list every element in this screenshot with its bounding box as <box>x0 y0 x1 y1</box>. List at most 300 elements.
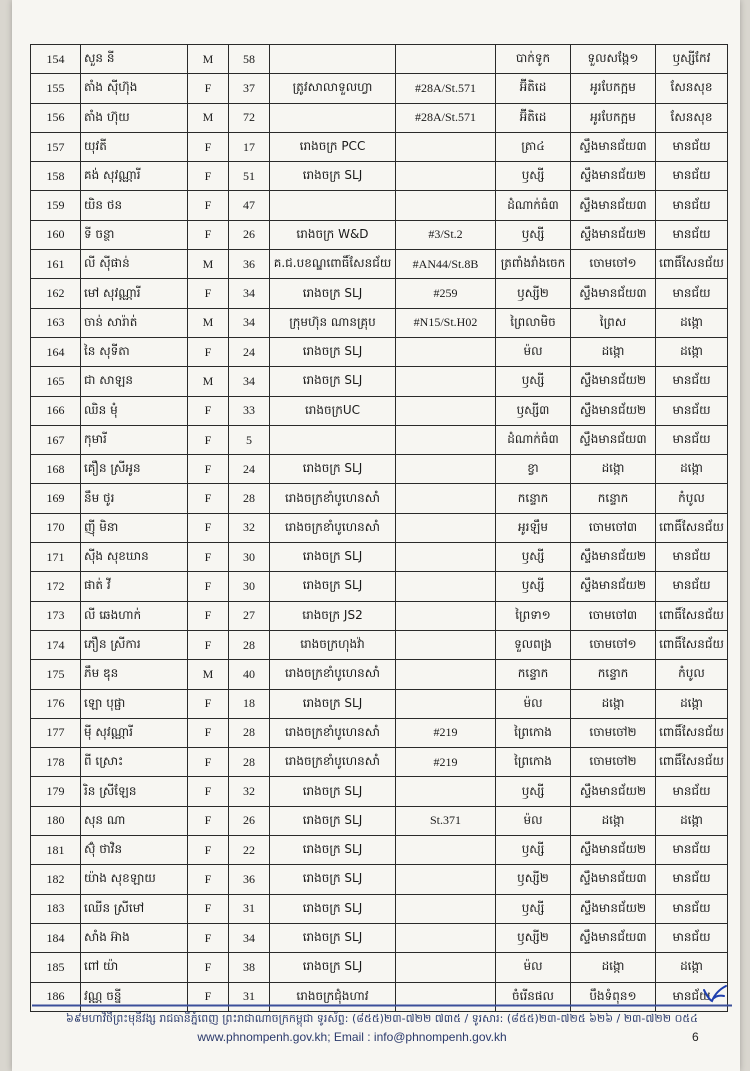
cell-village: ឫស្សី <box>496 367 571 396</box>
cell-village: ដំណាក់ធំ៣ <box>496 191 571 220</box>
cell-village: ត្រពាំងរាំងចេក <box>496 250 571 279</box>
cell-district: កំបូល <box>656 660 728 689</box>
cell-house-address <box>396 660 496 689</box>
cell-village: ព្រៃទា១ <box>496 601 571 630</box>
cell-workplace <box>270 45 396 74</box>
cell-person-name: គង់ សុវណ្ណារី <box>81 162 188 191</box>
cell-person-name: សួន នី <box>81 45 188 74</box>
cell-row-number: 170 <box>31 513 81 542</box>
cell-commune: ដង្កោ <box>571 953 656 982</box>
cell-person-name: មៅ សុវណ្ណារី <box>81 279 188 308</box>
cell-person-name: ចាន់ សារ៉ាត់ <box>81 308 188 337</box>
cell-workplace: ក្រុមហ៊ុន ណានគ្រុប <box>270 308 396 337</box>
cell-house-address: #219 <box>396 718 496 747</box>
cell-commune: បឹងទំពុន១ <box>571 982 656 1011</box>
cell-district: ដង្កោ <box>656 953 728 982</box>
cell-commune: ស្ទឹងមានជ័យ៣ <box>571 279 656 308</box>
cell-commune: ស្ទឹងមានជ័យ២ <box>571 777 656 806</box>
cell-age: 17 <box>229 132 270 161</box>
cell-workplace: រោងចក្រ SLJ <box>270 689 396 718</box>
cell-person-name: ភឹម ឌុន <box>81 660 188 689</box>
cell-village: ឫស្សី <box>496 894 571 923</box>
cell-house-address <box>396 836 496 865</box>
table-row <box>31 45 728 74</box>
table-row <box>31 162 728 191</box>
table-row <box>31 836 728 865</box>
cell-sex: F <box>188 279 229 308</box>
cell-sex: F <box>188 396 229 425</box>
cell-age: 34 <box>229 279 270 308</box>
cell-sex: F <box>188 865 229 894</box>
cell-village: បាក់ទូក <box>496 45 571 74</box>
cell-row-number: 168 <box>31 455 81 484</box>
cell-row-number: 182 <box>31 865 81 894</box>
cell-village: ឫស្សី២ <box>496 279 571 308</box>
cell-person-name: លី ឆេងហាក់ <box>81 601 188 630</box>
cell-row-number: 163 <box>31 308 81 337</box>
table-row <box>31 660 728 689</box>
cell-row-number: 172 <box>31 572 81 601</box>
cell-person-name: ស៊ុំ ថាវិន <box>81 836 188 865</box>
cell-person-name: យុវតី <box>81 132 188 161</box>
table-row <box>31 777 728 806</box>
cell-row-number: 179 <box>31 777 81 806</box>
cell-row-number: 173 <box>31 601 81 630</box>
cell-house-address <box>396 572 496 601</box>
cell-commune: ដង្កោ <box>571 806 656 835</box>
table-row <box>31 484 728 513</box>
cell-age: 24 <box>229 337 270 366</box>
cell-district: ពោធិ៍សែនជ័យ <box>656 513 728 542</box>
cell-person-name: នៃ សុទីតា <box>81 337 188 366</box>
footer-rule <box>32 1004 732 1007</box>
cell-person-name: ផាត់ វី <box>81 572 188 601</box>
cell-sex: F <box>188 191 229 220</box>
cell-person-name: សុន ណា <box>81 806 188 835</box>
cell-workplace: រោងចក្រជុំងហាវ <box>270 982 396 1011</box>
cell-commune: ស្ទឹងមានជ័យ៣ <box>571 923 656 952</box>
cell-district: ឫស្សីកែវ <box>656 45 728 74</box>
cell-workplace: រោងចក្រ SLJ <box>270 279 396 308</box>
table-row <box>31 455 728 484</box>
cell-age: 33 <box>229 396 270 425</box>
cell-commune: ព្រៃស <box>571 308 656 337</box>
table-row <box>31 865 728 894</box>
cell-sex: M <box>188 308 229 337</box>
cell-district: ពោធិ៍សែនជ័យ <box>656 601 728 630</box>
cell-village: អូរឡឹម <box>496 513 571 542</box>
cell-village: ឫស្សី <box>496 543 571 572</box>
cell-commune: ទួលសង្កែ១ <box>571 45 656 74</box>
signature-icon <box>702 984 730 1004</box>
cell-workplace: រោងចក្រ SLJ <box>270 806 396 835</box>
cell-sex: F <box>188 953 229 982</box>
cell-district: មានជ័យ <box>656 220 728 249</box>
cell-age: 37 <box>229 74 270 103</box>
cell-age: 34 <box>229 308 270 337</box>
table-row <box>31 367 728 396</box>
cell-age: 28 <box>229 718 270 747</box>
cell-person-name: រិន ស្រីឡែន <box>81 777 188 806</box>
cell-row-number: 181 <box>31 836 81 865</box>
cell-sex: F <box>188 543 229 572</box>
cell-commune: ចោមចៅ១ <box>571 250 656 279</box>
cell-house-address <box>396 162 496 191</box>
cell-age: 26 <box>229 806 270 835</box>
cell-workplace: គ.ជ.បខណ្ឌពោធិ៍សែនជ័យ <box>270 250 396 279</box>
cell-house-address <box>396 865 496 894</box>
cell-age: 34 <box>229 923 270 952</box>
cell-workplace: រោងចក្រខាំបូហេនសាំ <box>270 513 396 542</box>
table-row <box>31 425 728 454</box>
cell-person-name: ឈិន មុំ <box>81 396 188 425</box>
cell-person-name: ភឿន ស្រីការ <box>81 630 188 659</box>
table-row <box>31 103 728 132</box>
cell-village: ម៉ល <box>496 953 571 982</box>
cell-house-address: #3/St.2 <box>396 220 496 249</box>
cell-row-number: 167 <box>31 425 81 454</box>
cell-commune: ចោមចៅ៣ <box>571 601 656 630</box>
cell-village: អ៊ីតិដេ <box>496 103 571 132</box>
cell-district: មានជ័យ <box>656 543 728 572</box>
cell-sex: F <box>188 132 229 161</box>
cell-row-number: 175 <box>31 660 81 689</box>
cell-house-address <box>396 455 496 484</box>
cell-row-number: 178 <box>31 748 81 777</box>
cell-age: 27 <box>229 601 270 630</box>
cell-district: ពោធិ៍សែនជ័យ <box>656 630 728 659</box>
cell-commune: ដង្កោ <box>571 689 656 718</box>
footer-address: ៦៩មហាវិថីព្រះមុនីវង្ស រាជធានីភ្នំពេញ ព្រះរាជាណាចក្រកម្ពុជា ទូរស័ព្ទ: (៨៥៥)២៣-៧២២ ៧៣៥ / ទូរសារ: (៨៥៥)២៣-៧២៥ ៦២៦ / ២៣-៧២២ ០៥៤ <box>66 1012 698 1025</box>
cell-commune: កន្ទោក <box>571 484 656 513</box>
cell-commune: ដង្កោ <box>571 455 656 484</box>
cell-house-address: #28A/St.571 <box>396 74 496 103</box>
document-page <box>12 0 740 1071</box>
cell-district: ដង្កោ <box>656 455 728 484</box>
cell-sex: F <box>188 337 229 366</box>
cell-sex: F <box>188 162 229 191</box>
cell-workplace <box>270 103 396 132</box>
cell-age: 36 <box>229 250 270 279</box>
cell-house-address: St.371 <box>396 806 496 835</box>
cell-sex: F <box>188 513 229 542</box>
cell-age: 18 <box>229 689 270 718</box>
cell-sex: F <box>188 425 229 454</box>
cell-person-name: វណ្ណ ចន្នី <box>81 982 188 1011</box>
cell-row-number: 185 <box>31 953 81 982</box>
cell-person-name: ញ៉ី មិនា <box>81 513 188 542</box>
cell-house-address <box>396 191 496 220</box>
cell-district: ពោធិ៍សែនជ័យ <box>656 718 728 747</box>
cell-house-address: #N15/St.H02 <box>396 308 496 337</box>
cell-row-number: 171 <box>31 543 81 572</box>
cell-district: ពោធិ៍សែនជ័យ <box>656 748 728 777</box>
cell-age: 36 <box>229 865 270 894</box>
cell-village: ម៉ល <box>496 806 571 835</box>
table-row <box>31 220 728 249</box>
cell-district: ដង្កោ <box>656 806 728 835</box>
cell-workplace: រោងចក្រ SLJ <box>270 162 396 191</box>
table-row <box>31 923 728 952</box>
cell-village: កន្ទោក <box>496 660 571 689</box>
cell-age: 47 <box>229 191 270 220</box>
cell-district: មានជ័យ <box>656 162 728 191</box>
cell-house-address <box>396 132 496 161</box>
cell-age: 5 <box>229 425 270 454</box>
cell-village: ឫស្សី <box>496 836 571 865</box>
cell-age: 30 <box>229 543 270 572</box>
cell-workplace: រោងចក្រ SLJ <box>270 455 396 484</box>
cell-workplace: រោងចក្រ SLJ <box>270 865 396 894</box>
cell-row-number: 161 <box>31 250 81 279</box>
cell-workplace: រោងចក្រ SLJ <box>270 572 396 601</box>
cell-person-name: គឿន ស្រីអូន <box>81 455 188 484</box>
table-row <box>31 396 728 425</box>
cell-district: ដង្កោ <box>656 308 728 337</box>
cell-district: មានជ័យ <box>656 865 728 894</box>
cell-village: ខ្វា <box>496 455 571 484</box>
cell-age: 31 <box>229 982 270 1011</box>
cell-house-address: #AN44/St.8B <box>396 250 496 279</box>
cell-sex: F <box>188 806 229 835</box>
cell-person-name: យិន ថន <box>81 191 188 220</box>
cell-village: អ៊ីតិដេ <box>496 74 571 103</box>
cell-village: ព្រៃកោង <box>496 748 571 777</box>
cell-sex: F <box>188 777 229 806</box>
cell-house-address: #259 <box>396 279 496 308</box>
cell-age: 22 <box>229 836 270 865</box>
cell-person-name: ពី ស្រោះ <box>81 748 188 777</box>
cell-district: មានជ័យ <box>656 836 728 865</box>
cell-workplace: រោងចក្រ PCC <box>270 132 396 161</box>
cell-house-address <box>396 337 496 366</box>
cell-row-number: 176 <box>31 689 81 718</box>
cell-row-number: 157 <box>31 132 81 161</box>
cell-village: ព្រៃលាមិច <box>496 308 571 337</box>
cell-row-number: 183 <box>31 894 81 923</box>
cell-workplace: រោងចក្រ SLJ <box>270 777 396 806</box>
cell-person-name: តាំង ស៊ីហ៊ុង <box>81 74 188 103</box>
cell-district: សែនសុខ <box>656 103 728 132</box>
cell-sex: F <box>188 982 229 1011</box>
cell-sex: F <box>188 718 229 747</box>
table-row <box>31 572 728 601</box>
cell-district: ដង្កោ <box>656 689 728 718</box>
cell-commune: ស្ទឹងមានជ័យ២ <box>571 836 656 865</box>
cell-age: 58 <box>229 45 270 74</box>
cell-person-name: ឈើន ស្រីមៅ <box>81 894 188 923</box>
cell-district: មានជ័យ <box>656 132 728 161</box>
cell-person-name: ពៅ យ៉ា <box>81 953 188 982</box>
cell-village: ទួលពង្រ <box>496 630 571 659</box>
cell-sex: F <box>188 923 229 952</box>
cell-house-address <box>396 689 496 718</box>
cell-workplace: រោងចក្រUC <box>270 396 396 425</box>
cell-workplace: រោងចក្រហុងវ៉ា <box>270 630 396 659</box>
cell-row-number: 155 <box>31 74 81 103</box>
cell-district: មានជ័យ <box>656 425 728 454</box>
table-row <box>31 132 728 161</box>
cell-house-address <box>396 543 496 572</box>
cell-commune: ស្ទឹងមានជ័យ២ <box>571 894 656 923</box>
cell-person-name: ស៊ីង សុខឃាន <box>81 543 188 572</box>
cell-village: ឫស្សី២ <box>496 923 571 952</box>
cell-commune: ស្ទឹងមានជ័យ៣ <box>571 865 656 894</box>
cell-sex: M <box>188 367 229 396</box>
table-row <box>31 308 728 337</box>
table-row <box>31 953 728 982</box>
cell-commune: ចោមចៅ២ <box>571 748 656 777</box>
cell-sex: M <box>188 660 229 689</box>
cell-sex: F <box>188 630 229 659</box>
cell-village: ឫស្សី <box>496 220 571 249</box>
cell-sex: F <box>188 836 229 865</box>
cell-workplace: រោងចក្រខាំបូហេនសាំ <box>270 748 396 777</box>
cell-workplace <box>270 191 396 220</box>
cell-sex: F <box>188 74 229 103</box>
cell-house-address <box>396 953 496 982</box>
cell-district: កំបូល <box>656 484 728 513</box>
table-row <box>31 894 728 923</box>
cell-person-name: ជា សាឡន <box>81 367 188 396</box>
cell-village: ព្រៃកោង <box>496 718 571 747</box>
cell-commune: អូរបែកក្អម <box>571 103 656 132</box>
table-row <box>31 806 728 835</box>
cell-commune: ស្ទឹងមានជ័យ២ <box>571 162 656 191</box>
cell-commune: ចោមចៅ១ <box>571 630 656 659</box>
cell-row-number: 174 <box>31 630 81 659</box>
cell-person-name: តាំង ហ៊ុយ <box>81 103 188 132</box>
cell-house-address <box>396 396 496 425</box>
cell-house-address <box>396 45 496 74</box>
cell-village: ត្រា៤ <box>496 132 571 161</box>
cell-age: 26 <box>229 220 270 249</box>
cell-person-name: ឡោ បុផ្ផា <box>81 689 188 718</box>
cell-village: ម៉ល <box>496 689 571 718</box>
cell-district: មានជ័យ <box>656 894 728 923</box>
cell-age: 32 <box>229 777 270 806</box>
cell-village: ឫស្សី២ <box>496 865 571 894</box>
cell-sex: F <box>188 455 229 484</box>
cell-row-number: 154 <box>31 45 81 74</box>
cell-sex: F <box>188 689 229 718</box>
cell-row-number: 180 <box>31 806 81 835</box>
cell-commune: អូរបែកក្អម <box>571 74 656 103</box>
cell-workplace: រោងចក្រ SLJ <box>270 894 396 923</box>
cell-workplace: រោងចក្រខាំបូហេនសាំ <box>270 484 396 513</box>
cell-sex: M <box>188 250 229 279</box>
cell-commune: ស្ទឹងមានជ័យ២ <box>571 396 656 425</box>
cell-workplace: រោងចក្រខាំបូហេនសាំ <box>270 660 396 689</box>
cell-commune: ស្ទឹងមានជ័យ២ <box>571 572 656 601</box>
cell-age: 28 <box>229 748 270 777</box>
table-row <box>31 250 728 279</box>
cell-village: កន្ទោក <box>496 484 571 513</box>
cell-workplace: រោងចក្រ SLJ <box>270 337 396 366</box>
cell-age: 24 <box>229 455 270 484</box>
cell-house-address: #28A/St.571 <box>396 103 496 132</box>
cell-row-number: 177 <box>31 718 81 747</box>
cell-age: 51 <box>229 162 270 191</box>
cell-village: ដំណាក់ធំ៣ <box>496 425 571 454</box>
cell-age: 40 <box>229 660 270 689</box>
cell-workplace: រោងចក្រ SLJ <box>270 367 396 396</box>
cell-commune: ស្ទឹងមានជ័យ៣ <box>571 191 656 220</box>
cell-workplace: រោងចក្រ SLJ <box>270 923 396 952</box>
cell-age: 28 <box>229 484 270 513</box>
cell-workplace: រោងចក្រ SLJ <box>270 543 396 572</box>
cell-person-name: នឹម ថូរ <box>81 484 188 513</box>
cell-age: 72 <box>229 103 270 132</box>
cell-row-number: 162 <box>31 279 81 308</box>
cell-district: មានជ័យ <box>656 982 728 1011</box>
cell-district: មានជ័យ <box>656 396 728 425</box>
cell-sex: F <box>188 748 229 777</box>
cell-village: ឫស្សី <box>496 572 571 601</box>
cell-row-number: 169 <box>31 484 81 513</box>
table-row <box>31 543 728 572</box>
page-number: 6 <box>692 1030 699 1044</box>
cell-house-address <box>396 923 496 952</box>
cell-house-address <box>396 894 496 923</box>
cell-age: 34 <box>229 367 270 396</box>
cell-house-address <box>396 630 496 659</box>
table-row <box>31 513 728 542</box>
cell-house-address <box>396 484 496 513</box>
cell-row-number: 156 <box>31 103 81 132</box>
cell-row-number: 184 <box>31 923 81 952</box>
cell-person-name: យ៉ាង សុខឡាយ <box>81 865 188 894</box>
cell-age: 32 <box>229 513 270 542</box>
cell-village: ម៉ល <box>496 337 571 366</box>
cell-age: 38 <box>229 953 270 982</box>
table-row <box>31 601 728 630</box>
cell-village: ឫស្សី៣ <box>496 396 571 425</box>
cell-house-address <box>396 777 496 806</box>
table-row <box>31 718 728 747</box>
cell-workplace: រោងចក្រ SLJ <box>270 953 396 982</box>
cell-row-number: 166 <box>31 396 81 425</box>
cell-sex: F <box>188 894 229 923</box>
cell-row-number: 165 <box>31 367 81 396</box>
table-body <box>31 45 728 1012</box>
patient-register-table <box>30 44 728 1012</box>
table-row <box>31 191 728 220</box>
cell-village: ចំរើនផល <box>496 982 571 1011</box>
cell-sex: F <box>188 484 229 513</box>
cell-commune: ដង្កោ <box>571 337 656 366</box>
cell-commune: ស្ទឹងមានជ័យ៣ <box>571 425 656 454</box>
cell-house-address <box>396 367 496 396</box>
cell-district: ដង្កោ <box>656 337 728 366</box>
cell-village: ឫស្សី <box>496 777 571 806</box>
cell-commune: ស្ទឹងមានជ័យ២ <box>571 367 656 396</box>
cell-commune: ស្ទឹងមានជ័យ២ <box>571 543 656 572</box>
cell-district: សែនសុខ <box>656 74 728 103</box>
cell-row-number: 164 <box>31 337 81 366</box>
cell-person-name: លី ស៊ីផាន់ <box>81 250 188 279</box>
table-row <box>31 337 728 366</box>
table-row <box>31 630 728 659</box>
cell-district: មានជ័យ <box>656 279 728 308</box>
cell-age: 31 <box>229 894 270 923</box>
cell-workplace: ត្រូវសាលាទួលហ្វា <box>270 74 396 103</box>
cell-house-address <box>396 513 496 542</box>
footer-website-email: www.phnompenh.gov.kh; Email : info@phnompenh.gov.kh <box>197 1030 507 1044</box>
cell-district: មានជ័យ <box>656 367 728 396</box>
cell-workplace <box>270 425 396 454</box>
cell-row-number: 158 <box>31 162 81 191</box>
